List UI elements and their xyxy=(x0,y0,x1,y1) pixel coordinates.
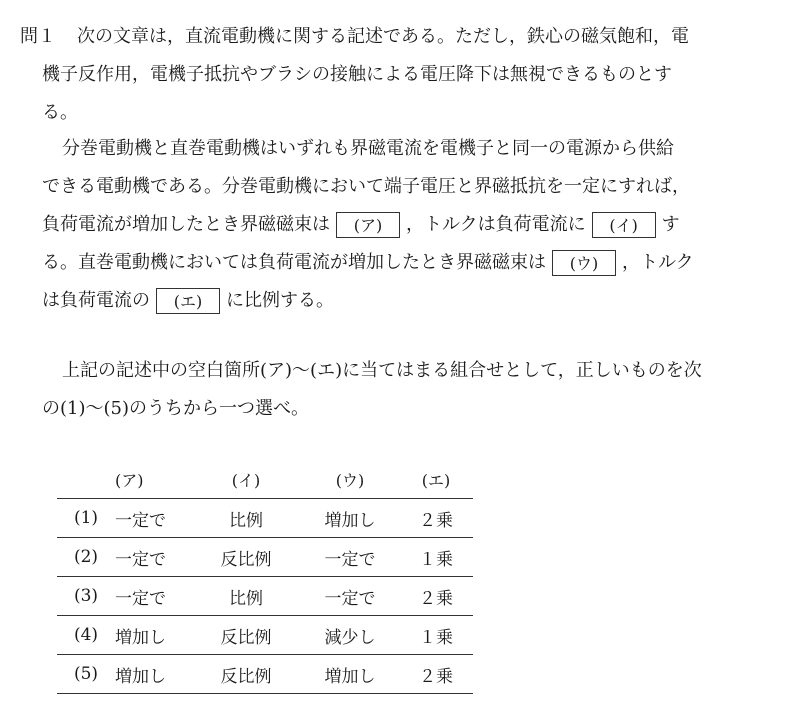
table-row xyxy=(57,499,473,538)
option-number: (4) xyxy=(57,616,115,655)
option-cell: 反比例 xyxy=(191,538,301,577)
header-cell xyxy=(57,460,115,499)
passage-line4-b: ，トルク xyxy=(622,252,694,273)
table-row xyxy=(57,577,473,616)
option-cell: 増加し xyxy=(115,616,191,655)
passage-line3-a: 負荷電流が増加したとき界磁磁束は xyxy=(42,214,330,235)
passage-line3-c: す xyxy=(661,214,680,235)
option-cell: ２乗 xyxy=(399,499,473,538)
header-cell: (ア) xyxy=(115,470,144,490)
question-number: 問１ xyxy=(20,26,56,47)
option-cell: 増加し xyxy=(115,655,191,694)
question-text-line3: る。 xyxy=(42,102,78,123)
table-row xyxy=(57,616,473,655)
blank-u: (ウ) xyxy=(552,250,616,276)
option-number: (5) xyxy=(57,655,115,694)
passage-line3-b: ，トルクは負荷電流に xyxy=(406,214,586,235)
option-cell: 減少し xyxy=(301,616,399,655)
question-text-line2: 機子反作用，電機子抵抗やブラシの接触による電圧降下は無視できるものとす xyxy=(42,64,672,85)
option-number: (3) xyxy=(57,577,115,616)
passage-line4-a: る。直巻電動機においては負荷電流が増加したとき界磁磁束は xyxy=(42,252,546,273)
option-cell: ２乗 xyxy=(399,655,473,694)
table-row xyxy=(57,655,473,694)
instruction-line2: の(1)～(5)のうちから一つ選べ。 xyxy=(42,398,309,419)
passage-line4 xyxy=(42,244,782,282)
option-cell: 増加し xyxy=(301,499,399,538)
passage-line5 xyxy=(42,282,782,320)
option-cell: 増加し xyxy=(301,655,399,694)
option-cell: 比例 xyxy=(191,499,301,538)
passage-line2: できる電動機である。分巻電動機において端子電圧と界磁抵抗を一定にすれば， xyxy=(42,176,690,197)
instruction-line1: 上記の記述中の空白箇所(ア)～(エ)に当てはまる組合せとして，正しいものを次 xyxy=(62,360,702,381)
passage-line1: 分巻電動機と直巻電動機はいずれも界磁電流を電機子と同一の電源から供給 xyxy=(62,138,674,159)
option-cell: 一定で xyxy=(115,538,191,577)
option-cell: 比例 xyxy=(191,577,301,616)
table-row xyxy=(57,538,473,577)
answer-choices-table xyxy=(57,460,473,694)
option-cell: 一定で xyxy=(301,577,399,616)
passage-line5-a: は負荷電流の xyxy=(42,290,150,311)
option-cell: １乗 xyxy=(399,538,473,577)
passage-line3 xyxy=(42,206,782,244)
passage-line5-b: に比例する。 xyxy=(226,290,334,311)
option-cell: 一定で xyxy=(115,499,191,538)
option-cell: 一定で xyxy=(115,577,191,616)
option-number: (1) xyxy=(57,499,115,538)
option-cell: 反比例 xyxy=(191,616,301,655)
header-cell: (エ) xyxy=(421,470,451,490)
header-cell: (ウ) xyxy=(335,470,365,490)
option-number: (2) xyxy=(57,538,115,577)
blank-a: (ア) xyxy=(336,212,400,238)
blank-e: (エ) xyxy=(156,288,220,314)
header-cell: (イ) xyxy=(231,470,261,490)
table-header-row xyxy=(57,460,473,499)
blank-i: (イ) xyxy=(592,212,656,238)
option-cell: 一定で xyxy=(301,538,399,577)
option-cell: 反比例 xyxy=(191,655,301,694)
option-cell: ２乗 xyxy=(399,577,473,616)
option-cell: １乗 xyxy=(399,616,473,655)
question-text-line1: 次の文章は，直流電動機に関する記述である。ただし，鉄心の磁気飽和，電 xyxy=(77,26,689,47)
